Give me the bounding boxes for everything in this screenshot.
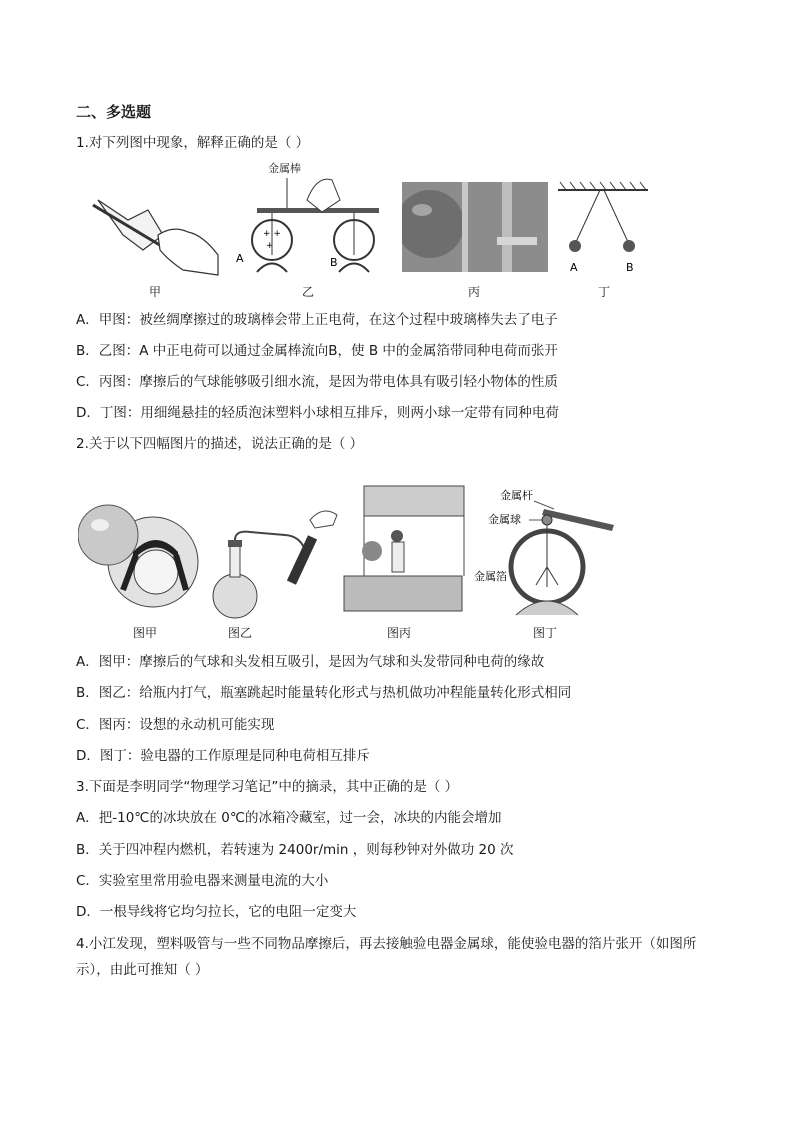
q1-label-ding-b: B: [626, 261, 634, 274]
q3-stem: 3.下面是李明同学“物理学习笔记”中的摘录，其中正确的是（ ）: [76, 779, 459, 795]
q1-label-metal-rod: 金属棒: [268, 162, 301, 175]
q1-caption-yi: 乙: [302, 285, 315, 299]
q1-label-b: B: [330, 256, 338, 269]
q2-figure-ding: [474, 487, 624, 617]
q2-stem: 2.关于以下四幅图片的描述，说法正确的是（ ）: [76, 436, 364, 452]
q2-caption-yi: 图乙: [228, 626, 253, 640]
q1-label-ding-a: A: [570, 261, 578, 274]
q1-option-d: D．丁图：用细绳悬挂的轻质泡沫塑料小球相互排斥，则两小球一定带有同种电荷: [76, 405, 559, 421]
q2-option-b: B．图乙：给瓶内打气，瓶塞跳起时能量转化形式与热机做功冲程能量转化形式相同: [76, 685, 572, 701]
q1-figure-jia: [88, 180, 223, 280]
q2-caption-jia: 图甲: [133, 626, 158, 640]
q1-stem: 1.对下列图中现象，解释正确的是（ ）: [76, 135, 310, 151]
q3-option-d: D．一根导线将它均匀拉长，它的电阻一定变大: [76, 904, 357, 920]
svg-text:+ +: + +: [263, 229, 281, 239]
q1-caption-jia: 甲: [149, 285, 162, 299]
q1-caption-bing: 丙: [468, 285, 481, 299]
q1-figure-yi: [232, 160, 382, 275]
q1-option-a: A．甲图：被丝绸摩擦过的玻璃棒会带上正电荷，在这个过程中玻璃棒失去了电子: [76, 312, 558, 328]
q3-option-b: B．关于四冲程内燃机，若转速为 2400r/min ，则每秒钟对外做功 20 次: [76, 842, 514, 858]
q2-label-foil: 金属箔: [474, 570, 507, 583]
q1-label-a: A: [236, 252, 244, 265]
q1-option-c: C．丙图：摩擦后的气球能够吸引细水流，是因为带电体具有吸引轻小物体的性质: [76, 374, 558, 390]
q2-figure-bing: [342, 476, 467, 616]
q2-figure-yi: [205, 500, 345, 620]
svg-text:+: +: [266, 241, 274, 251]
q2-figure-jia: [78, 500, 200, 612]
q2-label-ball: 金属球: [488, 513, 521, 526]
section-title: 二、多选题: [76, 103, 152, 121]
q1-figure-bing: [402, 182, 548, 272]
q4-stem: 4.小江发现，塑料吸管与一些不同物品摩擦后，再去接触验电器金属球，能使验电器的箔片张开（如图所示），由此可推知（ ）: [76, 936, 697, 978]
q2-option-d: D．图丁：验电器的工作原理是同种电荷相互排斥: [76, 748, 370, 764]
q3-option-a: A．把-10℃的冰块放在 0℃的冰箱冷藏室，过一会，冰块的内能会增加: [76, 810, 502, 826]
q2-option-c: C．图丙：设想的永动机可能实现: [76, 717, 275, 733]
q1-caption-ding: 丁: [598, 285, 611, 299]
q1-option-b: B．乙图：A 中正电荷可以通过金属棒流向B，使 B 中的金属箔带同种电荷而张开: [76, 343, 558, 359]
q3-option-c: C．实验室里常用验电器来测量电流的大小: [76, 873, 329, 889]
q2-label-rod: 金属杆: [500, 489, 533, 502]
q2-caption-ding: 图丁: [533, 626, 558, 640]
q1-figure-ding: [558, 180, 650, 275]
q2-caption-bing: 图丙: [387, 626, 412, 640]
q2-option-a: A．图甲：摩擦后的气球和头发相互吸引，是因为气球和头发带同种电荷的缘故: [76, 654, 545, 670]
